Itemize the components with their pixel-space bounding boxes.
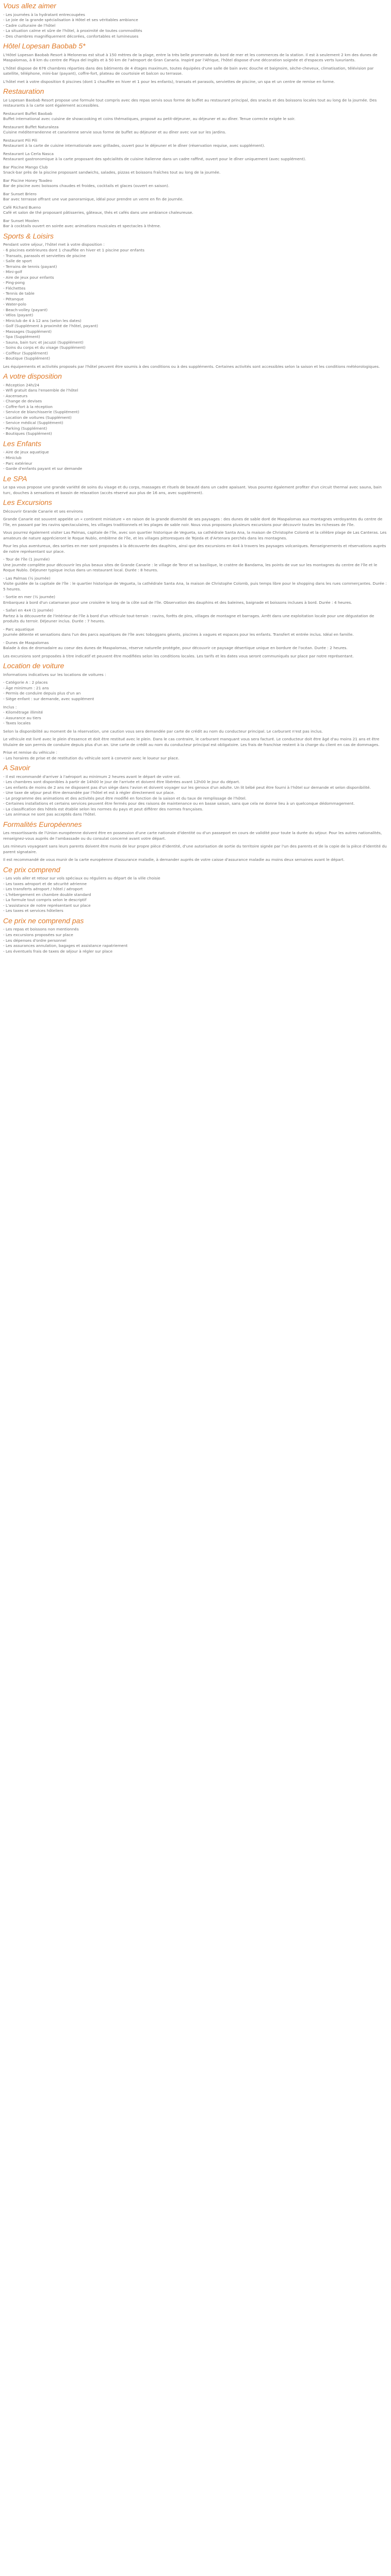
list-item: - Parking (Supplément): [3, 426, 47, 431]
list-item: - Terrains de tennis (payant): [3, 264, 57, 269]
paragraph: Pendant votre séjour, l'hôtel met à votre disposition :: [3, 242, 105, 247]
list-item: - Transats, parasols et serviettes de piscine: [3, 253, 86, 258]
paragraph: L'Hôtel Lopesan Baobab Resort à Meloneras est situé à 150 mètres de la plage, entre la très belle promenade du bord de mer et les commerces de la station. Il est à seulement 2 km des dunes de Maspalomas, à 8 km du centre de Playa del Inglés et à 50 km de l'aéroport de Gran Canaria. Inspiré par l'Afrique, l'hôtel dispose d'une décoration soignée et d'espaces verts luxuriants.: [3, 52, 378, 63]
car-conditions-list: [3, 680, 388, 702]
included-list: [3, 876, 388, 914]
paragraph: Vous pourrez également visiter Las Palmas, capitale de l'île, avec son quartier historique de Vegueta, sa cathédrale Santa Ana, la maison de Christophe Colomb et la célèbre plage de Las Canteras. Les amateurs de nature apprécieront le Roque Nublo, emblème de l'île, et les villages pittoresques de Tejeda et d'Artenara perchés dans les montagnes.: [3, 530, 387, 540]
list-item: - Les vols aller et retour sur vols spéciaux ou réguliers au départ de la ville choisie: [3, 876, 160, 881]
paragraph: Informations indicatives sur les locations de voitures :: [3, 672, 106, 677]
excursion-description: Embarquez à bord d'un catamaran pour une croisière le long de la côte sud de l'île. Observation des dauphins et des baleines, baignade et boissons incluses à bord. Durée : 4 heures.: [3, 600, 352, 605]
excursion-name: - Sortie en mer (½ journée): [3, 595, 56, 600]
restaurant-name: Restaurant La Cerla Nasca: [3, 151, 54, 156]
list-item: - Fléchettes: [3, 285, 26, 291]
list-item: - Aire de jeux pour enfants: [3, 275, 54, 280]
list-item: - Catégorie A : 2 places: [3, 680, 48, 685]
restaurant-description: Cuisine méditerranéenne et canarienne servie sous forme de buffet au déjeuner et au dîner avec vue sur les jardins.: [3, 130, 226, 135]
list-item: - Les excursions proposées sur place: [3, 932, 73, 937]
enfants-section: [3, 439, 388, 472]
list-item: - Parc extérieur: [3, 461, 32, 466]
highlights-list: [3, 12, 388, 40]
paragraph: Le Lopesan Baobab Resort propose une formule tout compris avec des repas servis sous forme de buffet au restaurant principal, des snacks et des boissons locales tout au long de la journée. Des restaurants à la carte sont également accessibles.: [3, 97, 377, 108]
list-item: - Les taxes et services hôteliers: [3, 908, 63, 913]
paragraph: Les équipements et activités proposés par l'hôtel peuvent être soumis à des conditions ou à des suppléments. Certaines activités sont accessibles selon la saison et les conditions météorologiques.: [3, 364, 380, 369]
list-item: - 6 piscines extérieures dont 1 chauffée en hiver et 1 piscine pour enfants: [3, 247, 144, 252]
section-title: Ce prix ne comprend pas: [3, 916, 84, 925]
restaurant-name: Bar Sunset Briero: [3, 191, 37, 196]
list-item: - Boutiques (Supplément): [3, 431, 52, 436]
restaurant-description: Bar à cocktails ouvert en soirée avec animations musicales et spectacles à thème.: [3, 224, 161, 229]
restaurant-description: Snack-bar près de la piscine proposant sandwichs, salades, pizzas et boissons fraîches tout au long de la journée.: [3, 170, 221, 175]
list-item: - Beach-volley (payant): [3, 307, 48, 312]
paragraph: Les ressortissants de l'Union européenne doivent être en possession d'une carte nationale d'identité ou d'un passeport en cours de validité pour toute la durée du séjour. Pour les autres nationalités, renseignez-vous auprès de l'ambassade ou du consulat concerné avant votre départ.: [3, 831, 382, 841]
list-item: - Aire de jeux aquatique: [3, 450, 49, 455]
section-title: Les Enfants: [3, 439, 41, 448]
restaurant-name: Café Richard Bueno: [3, 205, 41, 210]
paragraph: Les mineurs voyageant sans leurs parents doivent être munis de leur propre pièce d'identité, d'une autorisation de sortie du territoire signée par l'un des parents et de la copie de la pièce d'identité du parent signataire.: [3, 844, 387, 854]
list-item: - Des chambres magnifiquement décorées, confortables et lumineuses: [3, 33, 139, 39]
list-item: - Kilométrage illimité: [3, 710, 43, 715]
list-item: - Les repas et boissons non mentionnés: [3, 927, 79, 932]
list-item: - Les chambres sont disponibles à partir de 14h00 le jour de l'arrivée et doivent être libérées avant 12h00 le jour du départ.: [3, 779, 240, 785]
list-item: - Le joie de la grande spécialisation à Hôtel et ses véritables ambiance: [3, 18, 138, 23]
info-list: [3, 774, 388, 818]
list-item: - Les animaux ne sont pas acceptés dans l'hôtel.: [3, 812, 96, 817]
list-item: - Salle de sport: [3, 259, 32, 264]
restaurant-description: Bar de piscine avec boissons chaudes et froides, cocktails et glaces (ouvert en saison).: [3, 183, 170, 189]
paragraph: - Les horaires de prise et de restitution du véhicule sont à convenir avec le loueur sur place.: [3, 755, 180, 760]
kids-list: [3, 450, 388, 471]
list-item: - Les éventuels frais de taxes de séjour à régler sur place: [3, 948, 113, 954]
list-item: - Garde d'enfants payant et sur demande: [3, 466, 83, 471]
list-item: - Les taxes aéroport et de sécurité aérienne: [3, 881, 87, 886]
list-item: - Massages (Supplément): [3, 329, 52, 334]
list-item: - Les assurances annulation, bagages et assistance rapatriement: [3, 943, 128, 948]
excursion-name: - Safari en 4x4 (1 journée): [3, 608, 54, 613]
list-item: - Certaines installations et certains services peuvent être fermés pour des raisons de maintenance ou en basse saison, sans que cela ne donne lieu à un quelconque dédommagement.: [3, 801, 355, 806]
excursion-name: - Parc aquatique: [3, 626, 35, 632]
list-item: - Il est recommandé d'arriver à l'aéroport au minimum 2 heures avant le départ de votre vol.: [3, 774, 181, 779]
list-item: - Location de voitures (Supplément): [3, 415, 72, 420]
list-item: - Âge minimum : 21 ans: [3, 685, 49, 690]
paragraph: Les excursions sont proposées à titre indicatif et peuvent être modifiées selon les conditions locales. Les tarifs et les dates vous seront communiqués sur place par notre représentant.: [3, 653, 354, 658]
list-item: - Service médical (Supplément): [3, 420, 63, 426]
paragraph: Prise et remise du véhicule :: [3, 750, 57, 755]
sports-list: [3, 248, 388, 362]
list-item: - Spa (Supplément): [3, 334, 40, 340]
excursion-name: - Dunes de Maspalomas: [3, 640, 49, 645]
sports-section: [3, 232, 388, 369]
paragraph: Découvrir Grande Canarie et ses environs: [3, 509, 83, 514]
car-included-list: [3, 710, 388, 726]
restaurant-description: Bar avec terrasse offrant une vue panoramique, idéal pour prendre un verre en fin de journée.: [3, 197, 184, 202]
paragraph: L'hôtel dispose de 676 chambres réparties dans des bâtiments de 4 étages maximum, toutes équipées d'une salle de bain avec douche et baignoire, sèche-cheveux, climatisation, télévision par satellite, téléphone, mini-bar (payant), coffre-fort, plateau de courtoisie et balcon ou terrasse.: [3, 65, 374, 76]
services-list: [3, 383, 388, 437]
list-item: - Vélos (payant): [3, 313, 34, 318]
hotel-section: [3, 42, 388, 84]
list-item: - Mini-golf: [3, 269, 22, 275]
list-item: - Change de devises: [3, 399, 42, 404]
paragraph: Grande Canarie est souvent appelée un « continent miniature » en raison de la grande diversité de ses paysages : des dunes de sable doré de Maspalomas aux montagnes verdoyantes du centre de l'île, en passant par les ravins spectaculaires, les villages traditionnels et les plages de sable noir. Nous vous proposons plusieurs excursions pour découvrir toutes les richesses de l'île.: [3, 517, 383, 527]
section-title: Hôtel Lopesan Baobab 5*: [3, 42, 86, 50]
restaurant-description: Buffet international avec cuisine de showcooking et coins thématiques, proposé au petit-déjeuner, au déjeuner et au dîner. Tenue correcte exigée le soir.: [3, 116, 296, 122]
list-item: - Water-polo: [3, 302, 26, 307]
section-title: Location de voiture: [3, 662, 64, 670]
location-voiture-section: [3, 662, 388, 761]
list-item: - L'hébergement en chambre double standard: [3, 892, 91, 897]
list-item: - Wifi gratuit dans l'ensemble de l'hôtel: [3, 388, 78, 393]
restaurant-name: Restaurant Buffet Naturaleza: [3, 124, 59, 129]
section-title: Vous allez aimer: [3, 2, 56, 10]
disposition-section: [3, 372, 388, 437]
restaurant-description: Restaurant gastronomique à la carte proposant des spécialités de cuisine italienne dans un cadre raffiné, ouvert pour le dîner uniquement (avec supplément).: [3, 157, 306, 162]
list-item: - Miniclub de 4 à 12 ans (selon les dates): [3, 318, 82, 323]
excursion-name: - Tour de l'île (1 journée): [3, 557, 50, 562]
list-item: - Les dépenses d'ordre personnel: [3, 938, 67, 943]
section-title: Restauration: [3, 87, 44, 96]
section-title: Le SPA: [3, 474, 27, 483]
list-item: - Tennis de table: [3, 291, 35, 296]
restaurant-name: Bar Piscine Mango Club: [3, 164, 48, 170]
section-title: Ce prix comprend: [3, 865, 60, 874]
excluded-list: [3, 927, 388, 954]
section-title: Sports & Loisirs: [3, 231, 54, 240]
restaurant-name: Restaurant Pili Pili: [3, 138, 38, 143]
section-title: A Savoir: [3, 764, 30, 772]
list-item: - Réception 24h/24: [3, 382, 40, 387]
formalites-section: [3, 820, 388, 863]
list-item: - Golf (Supplément à proximité de l'hôtel, payant): [3, 324, 99, 329]
list-item: - La classification des hôtels est établie selon les normes du pays et peut différer des normes françaises.: [3, 806, 203, 811]
excursions-section: [3, 498, 388, 659]
list-item: - L'assistance de notre représentant sur place: [3, 903, 91, 908]
paragraph: Le véhicule est livré avec le plein d'essence et doit être restitué avec le plein. Dans le cas contraire, le carburant manquant vous sera facturé. Le conducteur doit être âgé d'au moins 21 ans et être titulaire de son permis de conduire depuis plus d'un an. Une carte de crédit au nom du conducteur principal est obligatoire. Les frais de franchise restent à la charge du client en cas de dommages.: [3, 737, 380, 747]
paragraph: Pour les plus aventureux, des sorties en mer sont proposées à la découverte des dauphins, ainsi que des excursions en 4x4 à travers les paysages volcaniques. Renseignements et réservations auprès de notre représentant sur place.: [3, 544, 386, 554]
list-item: - Les transferts aéroport / hôtel / aéroport: [3, 887, 83, 892]
list-item: - La situation calme et sûre de l'hôtel, à proximité de toutes commodités: [3, 28, 142, 33]
list-item: - Cadre culturaire de l'hôtel: [3, 23, 56, 28]
paragraph: Selon la disponibilité au moment de la réservation, une caution vous sera demandée par carte de crédit au nom du conducteur principal. Le carburant n'est pas inclus.: [3, 728, 323, 734]
spa-section: [3, 474, 388, 496]
subheading: Inclus :: [3, 704, 17, 709]
list-item: - Les enfants de moins de 2 ans ne disposent pas d'un siège dans l'avion et doivent voyager sur les genoux d'un adulte. Un lit bébé peut être fourni à l'hôtel sur demande et selon disponibilité.: [3, 785, 371, 790]
excursion-description: Partez à la découverte de l'intérieur de l'île à bord d'un véhicule tout-terrain : ravins, forêts de pins, villages de montagne et barrages. Arrêt dans une exploitation locale pour une dégustation de produits du terroir. Déjeuner inclus. Durée : 7 heures.: [3, 613, 374, 624]
list-item: - La formule tout compris selon le descriptif: [3, 897, 87, 903]
ce-prix-ne-comprend-pas-section: [3, 917, 388, 954]
excursion-description: Visite guidée de la capitale de l'île : le quartier historique de Vegueta, la cathédrale Santa Ana, la maison de Christophe Colomb, puis temps libre pour le shopping dans les rues commerçantes. Durée : 5 heures.: [3, 581, 387, 591]
section-title: A votre disposition: [3, 372, 62, 381]
paragraph: Il est recommandé de vous munir de la carte européenne d'assurance maladie, à demander auprès de votre caisse d'assurance maladie au moins deux semaines avant le départ.: [3, 857, 345, 862]
excursion-description: Journée détente et sensations dans l'un des parcs aquatiques de l'île avec toboggans géants, piscines à vagues et espaces pour les enfants. Transfert et entrée inclus. Idéal en famille.: [3, 632, 354, 637]
list-item: - Siège enfant : sur demande, avec supplément: [3, 697, 94, 701]
list-item: - Soins du corps et du visage (Supplément): [3, 345, 86, 350]
list-item: - Assurance au tiers: [3, 715, 41, 720]
list-item: - Coiffeur (Supplément): [3, 350, 48, 355]
list-item: - Miniclub: [3, 455, 22, 460]
list-item: - Ascenseurs: [3, 393, 28, 398]
excursion-name: - Las Palmas (½ journée): [3, 575, 51, 581]
a-savoir-section: [3, 764, 388, 818]
list-item: - Le programme des animations et des activités peut être modifié en fonction de la saison et du taux de remplissage de l'hôtel.: [3, 795, 247, 801]
vous-allez-aimer-section: [3, 2, 388, 39]
section-title: Les Excursions: [3, 498, 52, 507]
list-item: - Service de blanchisserie (Supplément): [3, 410, 79, 415]
excursion-description: Balade à dos de dromadaire au coeur des dunes de Maspalomas, réserve naturelle protégée, pour découvrir ce paysage désertique unique en bordure de l'océan. Durée : 2 heures.: [3, 646, 348, 651]
restaurant-name: Bar Piscine Honey Toadeo: [3, 178, 52, 183]
excursion-description: Une journée complète pour découvrir les plus beaux sites de Grande Canarie : le village de Teror et sa basilique, le cratère de Bandama, les points de vue sur les montagnes du centre de l'île et le Roque Nublo. Déjeuner typique inclus dans un restaurant local. Durée : 8 heures.: [3, 562, 378, 573]
ce-prix-comprend-section: [3, 866, 388, 914]
section-title: Formalités Européennes: [3, 820, 82, 828]
list-item: - Permis de conduire depuis plus d'un an: [3, 691, 81, 696]
paragraph: Le spa vous propose une grande variété de soins du visage et du corps, massages et rituels de beauté dans un cadre apaisant. Vous pourrez également profiter d'un circuit thermal avec sauna, bain turc, douches à sensations et bassin de relaxation (accès réservé aux plus de 16 ans, avec supplément).: [3, 485, 382, 495]
list-item: - Sauna, bain turc et jacuzzi (Supplément): [3, 340, 84, 345]
paragraph: L'hôtel met à votre disposition 6 piscines (dont 1 chauffée en hiver et 1 pour les enfants), transats et parasols, serviettes de piscine, un spa et un centre de remise en forme.: [3, 79, 335, 84]
restaurant-name: Restaurant Buffet Baobab: [3, 111, 53, 116]
list-item: - Pétanque: [3, 296, 24, 301]
restaurant-name: Bar Sunset Moolen: [3, 218, 39, 223]
list-item: - Coffre-fort à la réception: [3, 404, 53, 409]
restaurant-description: Restaurant à la carte de cuisine internationale avec grillades, ouvert pour le déjeuner et le dîner (réservation requise, avec supplément).: [3, 143, 265, 148]
restauration-section: [3, 87, 388, 229]
restaurant-description: Café et salon de thé proposant pâtisseries, gâteaux, thés et cafés dans une ambiance chaleureuse.: [3, 210, 193, 215]
list-item: - Les journées à la hydratant entrecoupées: [3, 12, 85, 17]
list-item: - Une taxe de séjour peut être demandée par l'hôtel et est à régler directement sur place.: [3, 790, 175, 795]
list-item: - Taxes locales: [3, 721, 31, 726]
list-item: - Boutique (Supplément): [3, 356, 50, 361]
list-item: - Ping-pong: [3, 280, 25, 285]
